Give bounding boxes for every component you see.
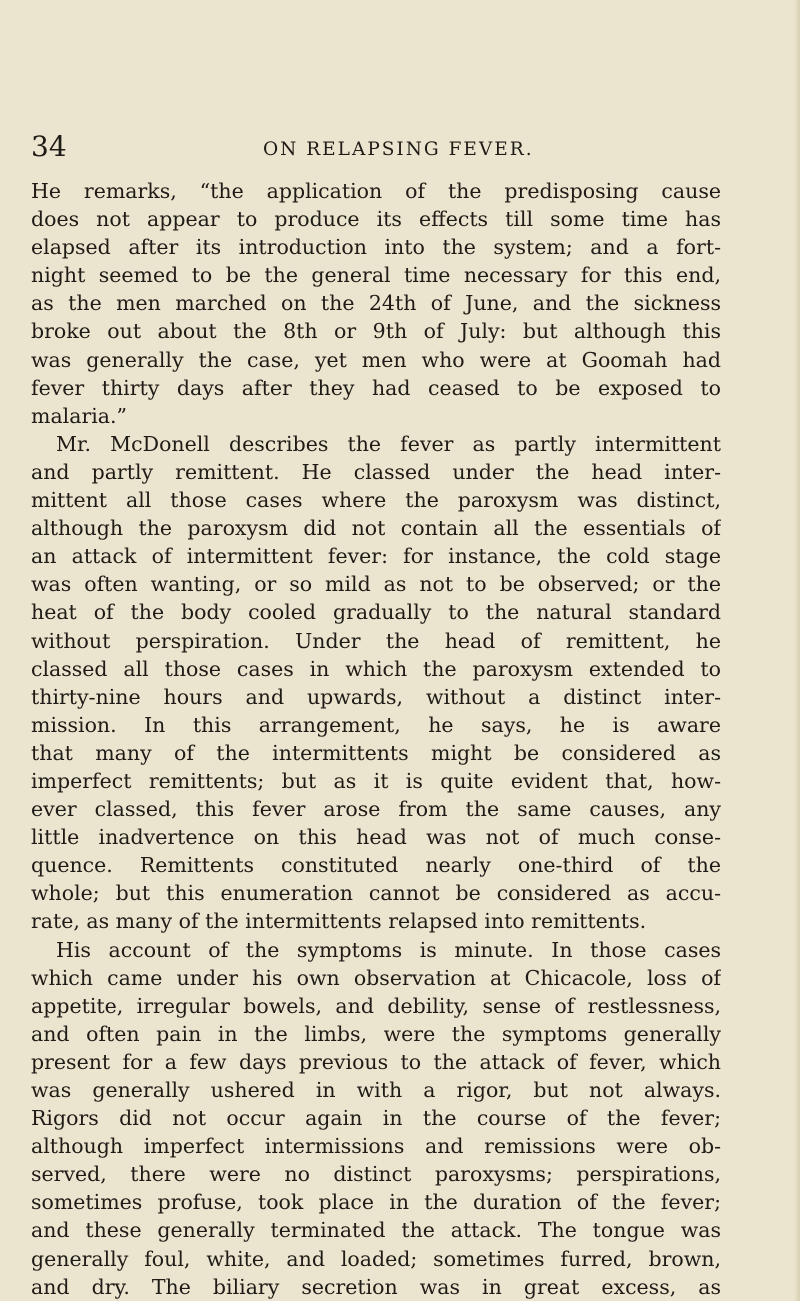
text-line: night seemed to be the general time necessary for this end, (31, 263, 721, 288)
text-line: quence. Remittents constituted nearly one-third of the (31, 853, 721, 878)
text-line: does not appear to produce its effects till some time has (31, 207, 721, 232)
text-line: and partly remittent. He classed under the head inter- (31, 459, 721, 484)
text-line: heat of the body cooled gradually to the natural standard (31, 600, 721, 625)
running-title: ON RELAPSING FEVER. (263, 139, 534, 160)
text-line: little inadvertence on this head was not of much conse- (31, 825, 721, 850)
text-line: appetite, irregular bowels, and debility, sense of restlessness, (31, 993, 721, 1018)
text-line: was generally ushered in with a rigor, but not always. (31, 1078, 721, 1102)
text-line: malaria.” (31, 403, 128, 428)
text-line: imperfect remittents; but as it is quite evident that, how- (31, 768, 721, 793)
text-line: sometimes profuse, took place in the duration of the fever; (31, 1190, 721, 1215)
text-line: elapsed after its introduction into the system; and a fort- (31, 235, 721, 260)
text-line: classed all those cases in which the paroxysm extended to (31, 656, 721, 681)
text-line: generally foul, white, and loaded; sometimes furred, brown, (31, 1246, 721, 1271)
text-line: and these generally terminated the attack. The tongue was (31, 1218, 721, 1243)
text-line: whole; but this enumeration cannot be considered as accu- (31, 881, 721, 906)
text-line: was generally the case, yet men who were at Goomah had (31, 347, 721, 372)
text-line: He remarks, “the application of the predisposing cause (31, 179, 721, 203)
text-line: mittent all those cases where the paroxysm was distinct, (31, 488, 721, 513)
text-line: Mr. McDonell describes the fever as partly intermittent (56, 431, 721, 456)
text-line: rate, as many of the intermittents relapsed into remittents. (31, 909, 647, 934)
text-line: Rigors did not occur again in the course of the fever; (31, 1106, 721, 1131)
text-line: ever classed, this fever arose from the same causes, any (31, 797, 721, 822)
text-line: and often pain in the limbs, were the symptoms generally (31, 1021, 721, 1046)
text-line: and dry. The biliary secretion was in great excess, as (31, 1274, 721, 1299)
text-line: that many of the intermittents might be considered as (31, 740, 721, 765)
text-line: as the men marched on the 24th of June, and the sickness (31, 291, 721, 316)
text-line: served, there were no distinct paroxysms; perspirations, (31, 1162, 721, 1187)
text-line: an attack of intermittent fever: for instance, the cold stage (31, 544, 721, 569)
page-number: 34 (31, 130, 67, 163)
text-line: without perspiration. Under the head of remittent, he (31, 628, 721, 653)
text-line: although the paroxysm did not contain all the essentials of (31, 516, 721, 541)
text-line: His account of the symptoms is minute. In those cases (56, 937, 721, 962)
text-line: which came under his own observation at Chicacole, loss of (31, 965, 721, 990)
text-line: present for a few days previous to the attack of fever, which (31, 1049, 721, 1074)
body-text (31, 177, 721, 1301)
text-line: fever thirty days after they had ceased to be exposed to (31, 375, 721, 400)
page-edge (794, 0, 800, 1301)
text-line: broke out about the 8th or 9th of July: but although this (31, 319, 721, 344)
text-line: thirty-nine hours and upwards, without a distinct inter- (31, 684, 721, 709)
text-line: although imperfect intermissions and remissions were ob- (31, 1134, 721, 1159)
page-header (31, 130, 731, 170)
text-line: mission. In this arrangement, he says, he is aware (31, 712, 721, 737)
text-line: was often wanting, or so mild as not to be observed; or the (31, 572, 721, 597)
